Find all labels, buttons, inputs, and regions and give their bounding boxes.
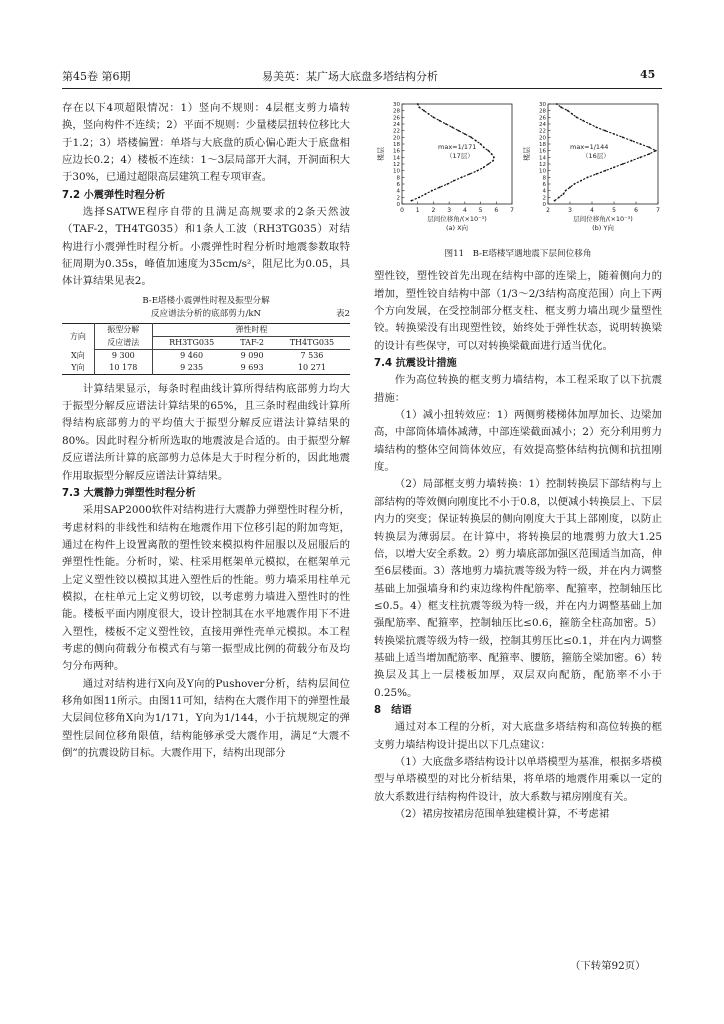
data-point (569, 186, 571, 188)
paragraph: 通过对结构进行X向及Y向的Pushover分析，结构层间位移角如图11所示。由图11可知，结构在大震作用下的弹塑性最大层间位移角X向为1/171，Y向为1/144，小于抗规规定的弹塑性层间位移角限值，结构能够承受大震作用，满足“大震不倒”的抗震设防目标。大震作用下，结构出现部分 (62, 677, 350, 759)
data-point (589, 123, 591, 125)
data-point (480, 143, 482, 145)
data-point (483, 146, 485, 148)
data-point (493, 156, 495, 158)
data-point (453, 180, 455, 182)
data-point (613, 166, 615, 168)
data-point (451, 126, 453, 128)
journal-volume: 第45卷 第6期 (62, 70, 131, 83)
section-heading-7-2: 7.2 小震弹性时程分析 (62, 189, 166, 201)
y-tick-label: 12 (393, 162, 400, 168)
y-tick-label: 26 (539, 115, 546, 122)
table-cell: 9 460 (180, 350, 204, 360)
y-tick-label: 10 (539, 168, 546, 175)
y-tick-label: 10 (393, 168, 400, 175)
data-point (640, 156, 642, 158)
data-point (558, 196, 560, 198)
x-tick-label: 5 (478, 207, 483, 214)
data-point (483, 166, 485, 168)
data-point (433, 116, 435, 118)
y-tick-label: 22 (393, 128, 400, 135)
data-point (491, 153, 493, 155)
x-tick-label: 5 (612, 207, 616, 214)
data-point (580, 180, 582, 182)
table-header: 反应谱法 (94, 336, 152, 349)
table-header: RH3TG035 (152, 336, 230, 349)
table-title-line2: 反应谱法分析的底部剪力/kN (150, 308, 262, 319)
data-point (565, 190, 567, 192)
y-tick-label: 12 (539, 162, 546, 168)
paragraph: （2）裙房按裙房范围单独建模计算，不考虑裙 (394, 808, 610, 820)
paragraph: （1）减小扭转效应：1）两侧剪楼梯体加厚加长、边梁加高，中部筒体墙体减薄，中部连梁截面减小；2）充分利用剪力墙结构的整体空间筒体效应，有效提高整体结构抗侧和抗扭刚度。 (374, 409, 662, 474)
x-tick-label: 6 (494, 207, 499, 214)
x-tick-label: 1 (415, 207, 420, 214)
data-point (604, 130, 606, 132)
y-tick-label: 2 (396, 195, 400, 202)
y-tick-label: 0 (396, 202, 400, 208)
data-point (418, 196, 420, 198)
data-point (648, 146, 650, 148)
x-tick-label: 6 (634, 207, 638, 214)
y-tick-label: 8 (542, 175, 546, 182)
table-label: 表2 (335, 308, 350, 319)
data-point (596, 173, 598, 175)
data-point (492, 160, 494, 162)
table-cell: 10 178 (94, 362, 152, 375)
table-title: B-E塔楼小震弹性时程及振型分解 (142, 295, 270, 306)
y-tick-label: 30 (539, 102, 546, 108)
data-point (447, 183, 449, 185)
table-header: 振型分解 (94, 323, 152, 336)
chart-annotation: max=1/144 (570, 143, 609, 151)
data-point (488, 150, 490, 152)
table-cell: Y向 (62, 362, 94, 375)
data-point (563, 193, 565, 195)
y-tick-label: 18 (393, 142, 400, 148)
y-tick-label: 2 (542, 195, 546, 202)
right-column (374, 98, 662, 823)
paragraph: 选择SATWE程序自带的且满足高规要求的2条天然波（TAF-2，TH4TG035）和1条人工波（RH3TG035）对结构进行小震弹性时程分析。小震弹性时程分析时地震参数取特征周期为0.35s，峰值加速度为35cm/s²，阻尼比为0.05，具体计算结果见表2。 (62, 206, 350, 288)
y-tick-label: 28 (539, 108, 546, 115)
paragraph: 作为高位转换的框支剪力墙结构，本工程采取了以下抗震措施： (374, 374, 662, 404)
y-axis-label: 楼层 (523, 147, 531, 161)
data-point (596, 126, 598, 128)
chart-y-direction (520, 98, 664, 232)
data-point (469, 173, 471, 175)
data-point (431, 190, 433, 192)
paragraph: 存在以下4项超限情况：1）竖向不规则：4层框支剪力墙转换，竖向构件不连续；2）平面不规则：少量楼层扭转位移比大于1.2；3）塔楼偏置：单塔与大底盘的质心偏心距大于底盘相应边长0.2；4）楼板不连续：1～3层局部开大洞，开洞面积大于30%，已通过超限高层建筑工程专项审查。 (62, 102, 350, 184)
paragraph: 计算结果显示，每条时程曲线计算所得结构底部剪力均大于振型分解反应谱法计算结果的65%，且三条时程曲线计算所得结构底部剪力的平均值大于振型分解反应谱法计算结果的80%。因此时程分析所选取的地震波是合适的。由于振型分解反应谱法所计算的底部剪力总体是大于时程分析的，因此地震作用取振型分解反应谱法计算结果。 (62, 382, 350, 482)
data-point (582, 120, 584, 122)
x-axis-label: 层间位移角/(×10⁻³) (427, 215, 487, 223)
table-row (62, 349, 350, 362)
data-point (556, 103, 558, 105)
y-tick-label: 16 (393, 148, 400, 155)
y-axis-label: 楼层 (377, 147, 385, 161)
data-point (655, 150, 657, 152)
left-column (62, 100, 350, 762)
x-tick-label: 0 (400, 207, 404, 214)
data-point (488, 163, 490, 165)
data-point (411, 200, 413, 202)
chart-annotation: （16层） (582, 152, 610, 160)
data-point (648, 153, 650, 155)
y-tick-label: 8 (396, 175, 400, 182)
table-header: 方向 (62, 323, 94, 349)
y-tick-label: 20 (539, 135, 546, 142)
chart-subtitle: (b) Y向 (592, 224, 614, 232)
table-header: TH4TG035 (274, 336, 350, 349)
y-tick-label: 14 (393, 155, 400, 162)
figure-11 (374, 98, 662, 246)
data-point (445, 123, 447, 125)
paragraph: （1）大底盘多塔结构设计以单塔模型为基准，根据多塔模型与单塔模型的对比分析结果，将单塔的地震作用乘以一定的放大系数进行结构构件设计，放大系数与裙房刚度有关。 (374, 755, 662, 803)
y-tick-label: 30 (393, 102, 400, 108)
table-cell: 9 300 (94, 349, 152, 362)
table-cell: X向 (62, 349, 94, 362)
table-cell: 9 090 (240, 350, 264, 360)
data-point (475, 140, 477, 142)
chart-subtitle: (a) X向 (445, 224, 469, 232)
figure-caption: 图11 B-E塔楼罕遇地震下层间位移角 (444, 249, 592, 259)
data-point (554, 200, 556, 202)
x-tick-label: 7 (656, 207, 660, 214)
y-tick-label: 6 (542, 182, 546, 188)
y-tick-label: 0 (542, 202, 546, 208)
data-point (428, 113, 430, 115)
x-tick-label: 4 (462, 207, 467, 214)
section-heading-7-4: 7.4 抗震设计措施 (374, 358, 457, 370)
data-point (571, 113, 573, 115)
continued-note: （下转第92页） (570, 960, 646, 972)
y-tick-label: 18 (539, 142, 546, 148)
chart-annotation: （17层） (446, 152, 474, 160)
y-tick-label: 4 (396, 188, 400, 195)
table-header: 弹性时程 (152, 323, 350, 336)
data-point (576, 116, 578, 118)
data-point (418, 106, 420, 108)
data-point (470, 136, 472, 138)
table-row (62, 362, 350, 375)
data-point (439, 120, 441, 122)
table-cell: 10 271 (297, 362, 326, 372)
y-tick-label: 16 (539, 148, 546, 155)
header-rule (62, 88, 662, 89)
base-shear-table (62, 323, 350, 375)
data-point (587, 176, 589, 178)
data-point (631, 160, 633, 162)
page-number: 45 (640, 68, 656, 81)
y-tick-label: 6 (396, 182, 400, 188)
data-point (439, 186, 441, 188)
data-point (631, 140, 633, 142)
x-tick-label: 4 (590, 207, 594, 214)
paragraph: 采用SAP2000软件对结构进行大震静力弹塑性时程分析，考虑材料的非线性和结构在地震作用下位移引起的附加弯矩，通过在构件上设置离散的塑性铰来模拟构件屈服以及屈服后的弹塑性性能。分析时，梁、柱采用框架单元模拟，在框架单元上定义塑性铰以模拟其进入塑性后的性能。剪力墙采用柱单元模拟，在柱单元上定义剪切铰，以考虑剪力墙进入塑性时的性能。楼板平面内刚度很大，设计控制其在水平地震作用下不进入塑性，楼板不定义塑性铰，直接用弹性壳单元模拟。本工程考虑的侧向荷载分布模式有与第一振型成比例的荷载分布及均匀分布两种。 (62, 504, 350, 673)
running-title: 易美英：某广场大底盘多塔结构分析 (262, 70, 438, 83)
paragraph: 塑性铰，塑性铰首先出现在结构中部的连梁上，随着侧向力的增加，塑性铰自结构中部（1/3～2/3结构高度范围）向上下两个方向发展，在受控制部分框支柱、框支剪力墙出现少量塑性铰。转换梁没有出现塑性铰，始终处于弹性状态，说明转换梁的设计有些保守，可以对转换梁截面进行适当优化。 (374, 270, 662, 352)
y-tick-label: 24 (539, 122, 546, 128)
x-tick-label: 7 (510, 207, 514, 214)
x-axis-label: 层间位移角/(×10⁻³) (573, 215, 633, 223)
paragraph: 通过对本工程的分析，对大底盘多塔结构和高位转换的框支剪力墙结构设计提出以下几点建议： (374, 721, 662, 751)
section-heading-8: 8 结语 (374, 704, 412, 716)
data-point (417, 103, 419, 105)
section-heading-7-3: 7.3 大震静力弹塑性时程分析 (62, 487, 196, 499)
data-point (640, 143, 642, 145)
x-tick-label: 3 (447, 207, 452, 214)
data-point (477, 170, 479, 172)
table-cell: 9 235 (180, 362, 204, 372)
x-tick-label: 3 (568, 207, 572, 214)
x-tick-label: 2 (431, 207, 436, 214)
data-point (574, 183, 576, 185)
data-point (461, 176, 463, 178)
y-tick-label: 26 (393, 115, 400, 122)
y-tick-label: 4 (542, 188, 546, 195)
data-point (425, 193, 427, 195)
data-point (458, 130, 460, 132)
data-point (560, 106, 562, 108)
data-point (622, 163, 624, 165)
table-cell: 7 536 (300, 350, 324, 360)
data-point (423, 110, 425, 112)
table-title (62, 308, 350, 321)
table-header: TAF-2 (230, 336, 274, 349)
y-tick-label: 24 (393, 122, 400, 128)
paragraph: （2）局部框支剪力墙转换：1）控制转换层下部结构与上部结构的等效侧向刚度比不小于0.8，以便减小转换层上、下层内力的突变；保证转换层的侧向刚度大于其上部刚度，以防止转换层为薄弱层。在计算中，将转换层的地震剪力放大1.25倍，以增大安全系数。2）剪力墙底部加强区范围适当加高，伸至6层楼面。3）落地剪力墙抗震等级为特一级，并在内力调整基础上加强墙身和约束边缘构件配筋率、配箍率，控制轴压比≤0.5。4）框支柱抗震等级为特一级，并在内力调整基础上加强配筋率、配箍率，控制轴压比≤0.6，箍筋全柱高加密。5）转换梁抗震等级为特一级，控制其剪压比≤0.1，并在内力调整基础上适当增加配筋率、配箍率、腰筋，箍筋全梁加密。6）转换层及其上一层楼板加厚，双层双向配筋，配筋率不小于0.25%。 (374, 478, 662, 699)
data-point (464, 133, 466, 135)
data-point (604, 170, 606, 172)
data-point (613, 133, 615, 135)
data-point (622, 136, 624, 138)
data-point (567, 110, 569, 112)
table-cell: 9 693 (240, 362, 264, 372)
y-tick-label: 14 (539, 155, 546, 162)
chart-annotation: max=1/171 (438, 143, 477, 151)
y-tick-label: 20 (393, 135, 400, 142)
y-tick-label: 28 (393, 108, 400, 115)
x-tick-label: 2 (546, 207, 550, 214)
y-tick-label: 22 (539, 128, 546, 135)
chart-x-direction (374, 98, 518, 232)
